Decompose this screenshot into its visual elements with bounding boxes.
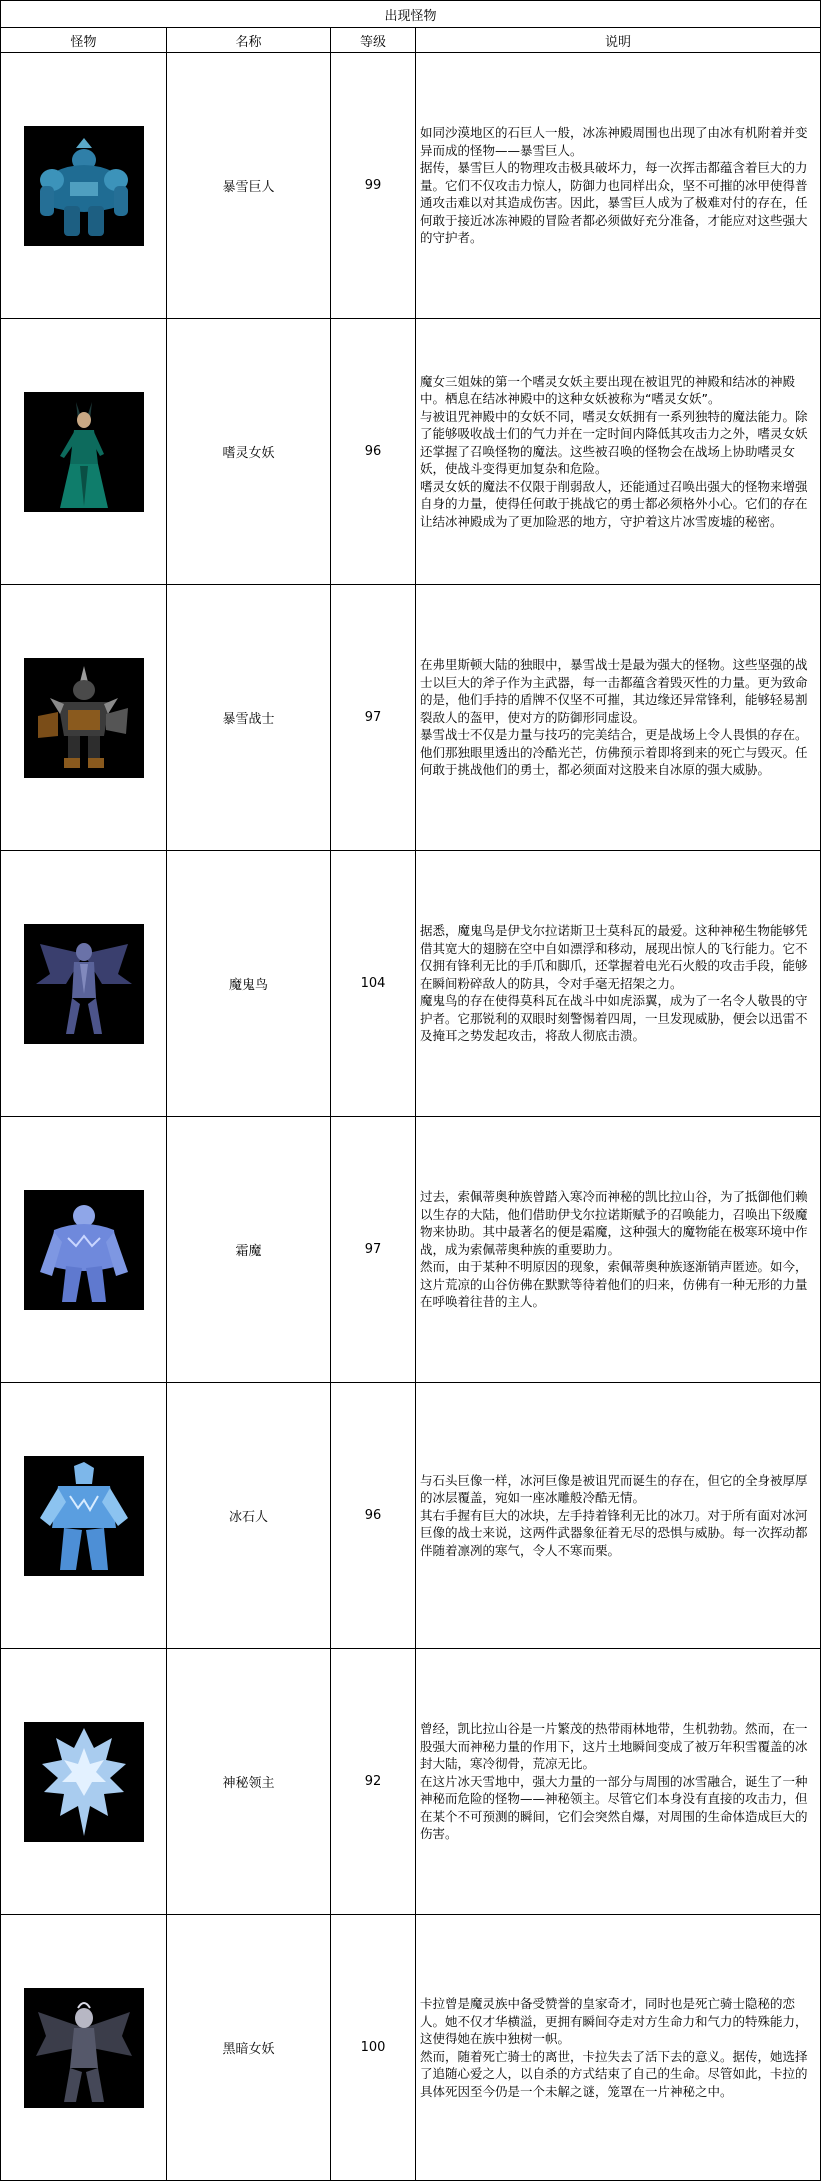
blizzard-warrior-icon bbox=[24, 658, 144, 778]
mystic-lord-icon bbox=[24, 1722, 144, 1842]
description-paragraph: 过去，索佩蒂奥种族曾踏入寒冷而神秘的凯比拉山谷，为了抵御他们赖以生存的大陆，他们借助伊戈尔拉诺斯赋予的召唤能力，召唤出下级魔物来协助。其中最著名的便是霜魔，这种强大的魔物能在极寒环境中作战，成为索佩蒂奥种族的重要助力。 bbox=[420, 1189, 808, 1257]
demon-bird-icon bbox=[24, 924, 144, 1044]
frost-demon-icon bbox=[24, 1190, 144, 1310]
monster-name: 冰石人 bbox=[167, 1383, 331, 1649]
monster-description bbox=[416, 1117, 821, 1383]
monster-image-cell bbox=[1, 1383, 167, 1649]
monster-name: 嗜灵女妖 bbox=[167, 319, 331, 585]
monster-description bbox=[416, 851, 821, 1117]
description-paragraph: 然而，随着死亡骑士的离世，卡拉失去了活下去的意义。据传，她选择了追随心爱之人，以自杀的方式结束了自己的生命。尽管如此，卡拉的具体死因至今仍是一个未解之谜，笼罩在一片神秘之中。 bbox=[420, 2048, 808, 2099]
table-row bbox=[1, 851, 821, 1117]
dark-witch-icon bbox=[24, 1988, 144, 2108]
monster-image-cell bbox=[1, 319, 167, 585]
table-row bbox=[1, 1383, 821, 1649]
table-row bbox=[1, 53, 821, 319]
monster-image-cell bbox=[1, 1915, 167, 2181]
monster-image-cell bbox=[1, 1117, 167, 1383]
description-paragraph: 与被诅咒神殿中的女妖不同，嗜灵女妖拥有一系列独特的魔法能力。除了能够吸收战士们的气力并在一定时间内降低其攻击力之外，嗜灵女妖还掌握了召唤怪物的魔法。这些被召唤的怪物会在战场上协助嗜灵女妖，使战斗变得更加复杂和危险。 bbox=[420, 408, 808, 477]
monster-image-cell bbox=[1, 851, 167, 1117]
monster-image-cell bbox=[1, 53, 167, 319]
monster-level: 100 bbox=[331, 1915, 416, 2181]
monster-description bbox=[416, 1649, 821, 1915]
header-monster: 怪物 bbox=[1, 28, 167, 53]
monster-name: 暴雪巨人 bbox=[167, 53, 331, 319]
description-paragraph: 魔女三姐妹的第一个嗜灵女妖主要出现在被诅咒的神殿和结冰的神殿中。栖息在结冰神殿中的这种女妖被称为“嗜灵女妖”。 bbox=[420, 373, 796, 407]
monster-description bbox=[416, 1915, 821, 2181]
description-paragraph: 在这片冰天雪地中，强大力量的一部分与周围的冰雪融合，诞生了一种神秘而危险的怪物——神秘领主。尽管它们本身没有直接的攻击力，但在某个不可预测的瞬间，它们会突然自爆，对周围的生命体造成巨大的伤害。 bbox=[420, 1773, 808, 1842]
description-paragraph: 嗜灵女妖的魔法不仅限于削弱敌人，还能通过召唤出强大的怪物来增强自身的力量，使得任何敢于挑战它的勇士都必须格外小心。它们的存在让结冰神殿成为了更加险恶的地方，守护着这片冰雪废墟的秘密。 bbox=[420, 478, 808, 529]
monster-description bbox=[416, 53, 821, 319]
header-level: 等级 bbox=[331, 28, 416, 53]
monster-level: 99 bbox=[331, 53, 416, 319]
table-row bbox=[1, 585, 821, 851]
header-description: 说明 bbox=[416, 28, 821, 53]
table-row bbox=[1, 1649, 821, 1915]
monster-description bbox=[416, 319, 821, 585]
description-paragraph: 据悉，魔鬼鸟是伊戈尔拉诺斯卫士莫科瓦的最爱。这种神秘生物能够凭借其宽大的翅膀在空中自如漂浮和移动，展现出惊人的飞行能力。它不仅拥有锋利无比的手爪和脚爪，还掌握着电光石火般的攻击手段，能够在瞬间粉碎敌人的防具，令对手毫无招架之力。 bbox=[420, 923, 808, 991]
monster-rows bbox=[1, 53, 821, 2181]
monster-description bbox=[416, 585, 821, 851]
monster-level: 97 bbox=[331, 1117, 416, 1383]
header-name: 名称 bbox=[167, 28, 331, 53]
banshee-icon bbox=[24, 392, 144, 512]
monster-name: 黑暗女妖 bbox=[167, 1915, 331, 2181]
monster-name: 魔鬼鸟 bbox=[167, 851, 331, 1117]
monster-level: 96 bbox=[331, 1383, 416, 1649]
table-row bbox=[1, 1117, 821, 1383]
ice-giant-icon bbox=[24, 126, 144, 246]
description-paragraph: 在弗里斯顿大陆的独眼中，暴雪战士是最为强大的怪物。这些坚强的战士以巨大的斧子作为主武器，每一击都蕴含着毁灭性的力量。更为致命的是，他们手持的盾牌不仅坚不可摧，其边缘还异常锋利，能够轻易割裂敌人的盔甲，使对方的防御形同虚设。 bbox=[420, 657, 808, 725]
description-paragraph: 然而，由于某种不明原因的现象，索佩蒂奥种族逐渐销声匿迹。如今，这片荒凉的山谷仿佛在默默等待着他们的归来，仿佛有一种无形的力量在呼唤着往昔的主人。 bbox=[420, 1259, 808, 1310]
monster-level: 97 bbox=[331, 585, 416, 851]
table-title: 出现怪物 bbox=[1, 1, 821, 28]
table-row bbox=[1, 1915, 821, 2181]
description-paragraph: 据传，暴雪巨人的物理攻击极具破坏力，每一次挥击都蕴含着巨大的力量。它们不仅攻击力惊人，防御力也同样出众，坚不可摧的冰甲使得普通攻击难以对其造成伤害。因此，暴雪巨人成为了极难对付的存在，任何敢于接近冰冻神殿的冒险者都必须做好充分准备，才能应对这些强大的守护者。 bbox=[420, 160, 808, 246]
monster-description bbox=[416, 1383, 821, 1649]
monster-level: 96 bbox=[331, 319, 416, 585]
description-paragraph: 魔鬼鸟的存在使得莫科瓦在战斗中如虎添翼，成为了一名令人敬畏的守护者。它那锐利的双眼时刻警惕着四周，一旦发现威胁，便会以迅雷不及掩耳之势发起攻击，将敌人彻底击溃。 bbox=[420, 993, 808, 1044]
description-paragraph: 其右手握有巨大的冰块，左手持着锋利无比的冰刀。对于所有面对冰河巨像的战士来说，这两件武器象征着无尽的恐惧与威胁。每一次挥动都伴随着凛冽的寒气，令人不寒而栗。 bbox=[420, 1507, 808, 1558]
monster-name: 神秘领主 bbox=[167, 1649, 331, 1915]
header-row bbox=[1, 28, 821, 53]
description-paragraph: 卡拉曾是魔灵族中备受赞誉的皇家奇才，同时也是死亡骑士隐秘的恋人。她不仅才华横溢，更拥有瞬间夺走对方生命力和气力的特殊能力，这使得她在族中独树一帜。 bbox=[420, 1996, 808, 2046]
description-paragraph: 曾经，凯比拉山谷是一片繁茂的热带雨林地带，生机勃勃。然而，在一股强大而神秘力量的作用下，这片土地瞬间变成了被万年积雪覆盖的冰封大陆，寒冷彻骨，荒凉无比。 bbox=[420, 1721, 808, 1772]
monster-name: 霜魔 bbox=[167, 1117, 331, 1383]
monster-level: 104 bbox=[331, 851, 416, 1117]
description-paragraph: 如同沙漠地区的石巨人一般，冰冻神殿周围也出现了由冰有机附着并变异而成的怪物——暴雪巨人。 bbox=[420, 125, 808, 158]
description-paragraph: 与石头巨像一样，冰河巨像是被诅咒而诞生的存在，但它的全身被厚厚的冰层覆盖，宛如一座冰雕般冷酷无情。 bbox=[420, 1472, 808, 1506]
monster-name: 暴雪战士 bbox=[167, 585, 331, 851]
description-paragraph: 暴雪战士不仅是力量与技巧的完美结合，更是战场上令人畏惧的存在。他们那独眼里透出的冷酷光芒，仿佛预示着即将到来的死亡与毁灭。任何敢于挑战他们的勇士，都必须面对这股来自冰原的强大威胁。 bbox=[420, 727, 808, 778]
monster-image-cell bbox=[1, 1649, 167, 1915]
ice-golem-icon bbox=[24, 1456, 144, 1576]
table-row bbox=[1, 319, 821, 585]
monster-level: 92 bbox=[331, 1649, 416, 1915]
monster-image-cell bbox=[1, 585, 167, 851]
